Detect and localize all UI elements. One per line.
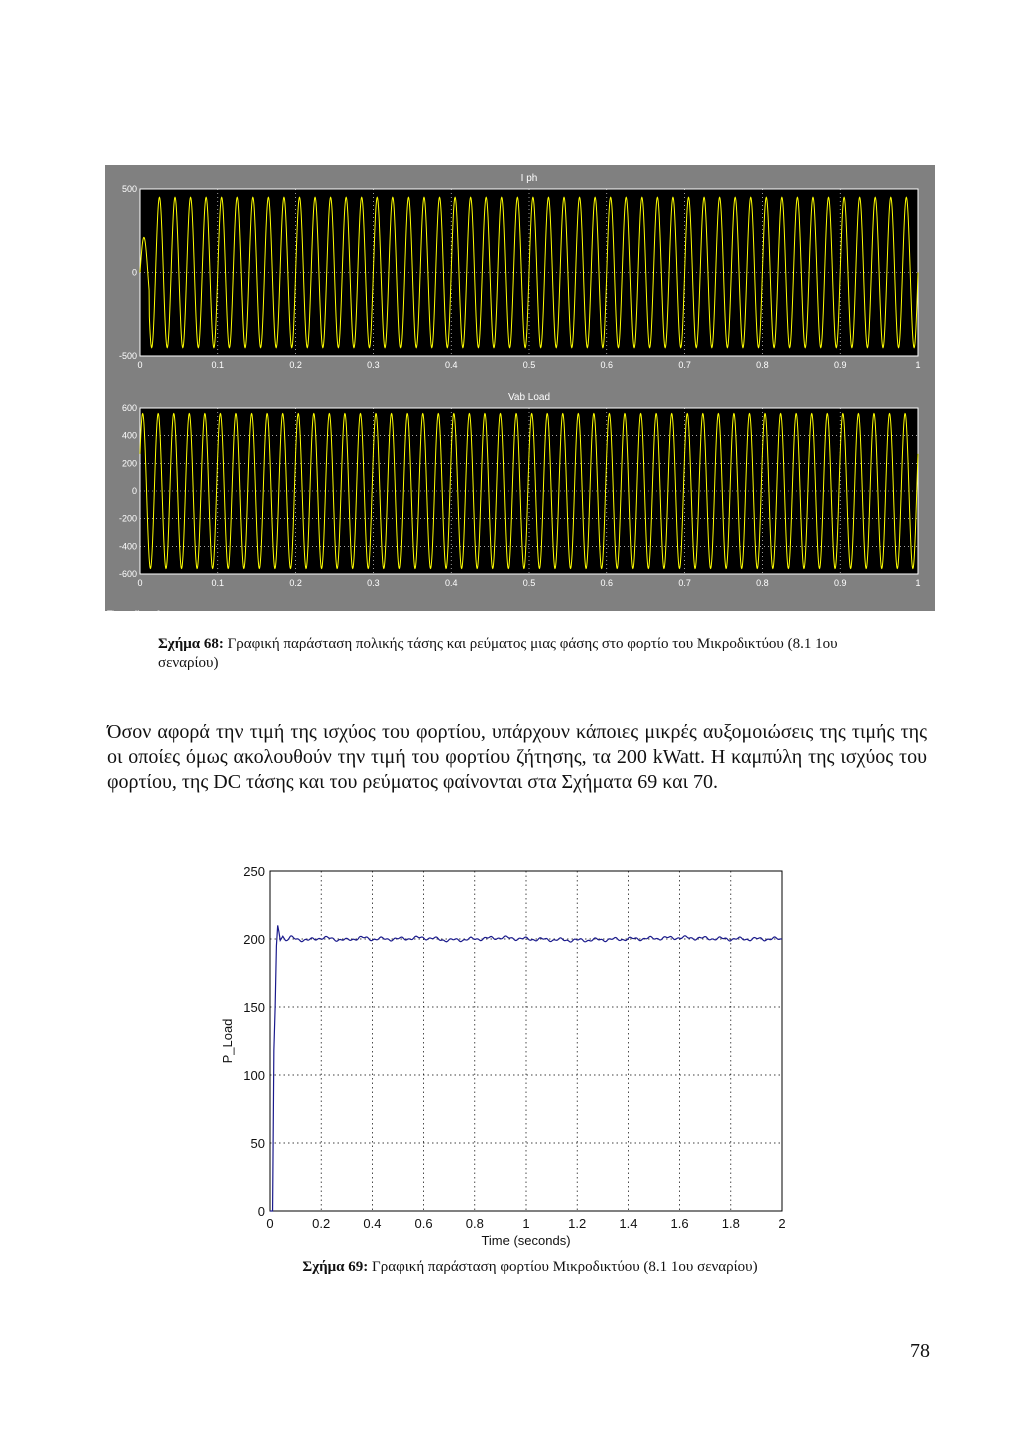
figure-68-label: Σχήμα 68: <box>158 636 224 652</box>
y-tick-label: 400 <box>121 430 137 441</box>
p-load-chart <box>220 858 800 1253</box>
x-tick-label: 0 <box>137 578 143 588</box>
figure-69-plot <box>220 858 800 1253</box>
figure-69-label: Σχήμα 69: <box>302 1259 369 1275</box>
x-tick-label: 2 <box>778 1216 786 1231</box>
body-paragraph: Όσον αφορά την τιμή της ισχύος του φορτίου, υπάρχουν κάποιες μικρές αυξομοιώσεις της τιμής της οι οποίες όμως ακολουθούν την τιμή του φορτίου ζήτησης, τα 200 kWatt. Η καμπύλη της ισχύος του φορτίου, της DC τάσης και του ρεύματος φαίνονται στα Σχήματα 69 και 70. <box>107 721 927 793</box>
y-axis-label: P_Load <box>220 1018 235 1064</box>
x-tick-label: 0.9 <box>833 578 847 588</box>
x-tick-label: 0.4 <box>363 1216 382 1231</box>
x-tick-label: 0.8 <box>756 360 769 370</box>
y-tick-label: 0 <box>131 486 137 496</box>
figure-69-caption <box>200 1258 860 1277</box>
x-tick-label: 0.4 <box>444 360 458 370</box>
y-tick-label: 50 <box>250 1136 265 1151</box>
x-tick-label: 1 <box>522 1216 530 1231</box>
x-tick-label: 0.4 <box>444 578 458 588</box>
x-axis-label: Time (seconds) <box>481 1233 571 1248</box>
figure-69-caption-text: Γραφική παράσταση φορτίου Μικροδικτύου (8.1 1ου σεναρίου) <box>368 1259 758 1275</box>
y-tick-label: 0 <box>257 1204 265 1219</box>
x-tick-label: 1.4 <box>619 1216 638 1231</box>
x-tick-label: 0.5 <box>522 578 536 588</box>
x-tick-label: 0.8 <box>465 1216 484 1231</box>
x-tick-label: 0.6 <box>414 1216 433 1231</box>
scope-panel-2 <box>119 392 921 588</box>
x-tick-label: 0.3 <box>367 578 380 588</box>
x-tick-label: 0.1 <box>211 360 225 370</box>
y-tick-label: 200 <box>121 458 137 469</box>
x-tick-label: 1.8 <box>721 1216 740 1231</box>
x-tick-label: 0 <box>137 360 143 370</box>
plot-title: Vab Load <box>507 392 551 403</box>
status-text: Time offset: 0 <box>107 609 162 619</box>
y-tick-label: -200 <box>118 513 137 524</box>
y-tick-label: 100 <box>243 1068 265 1083</box>
plot-title: I ph <box>520 173 538 184</box>
y-tick-label: 200 <box>243 932 265 947</box>
y-tick-label: 600 <box>121 403 137 413</box>
y-tick-label: -500 <box>118 351 137 361</box>
x-tick-label: 0.2 <box>289 360 302 370</box>
x-tick-label: 0.7 <box>678 360 691 370</box>
x-tick-label: 0.1 <box>211 578 225 588</box>
x-tick-label: 0.8 <box>756 578 769 588</box>
x-tick-label: 1.6 <box>670 1216 689 1231</box>
scope-panel-1 <box>119 173 921 370</box>
x-tick-label: 0.5 <box>522 360 536 370</box>
y-tick-label: 0 <box>131 267 137 278</box>
x-tick-label: 0.2 <box>289 578 302 588</box>
y-tick-label: 250 <box>243 864 265 879</box>
y-tick-label: -400 <box>118 541 137 552</box>
x-tick-label: 0.3 <box>367 360 380 370</box>
figure-68-caption <box>158 635 878 673</box>
x-tick-label: 1 <box>915 578 921 588</box>
y-tick-label: 150 <box>243 1000 265 1015</box>
figure-68-scope <box>105 165 935 619</box>
x-tick-label: 0.2 <box>312 1216 331 1231</box>
x-tick-label: 0.7 <box>678 578 691 588</box>
page-number: 78 <box>910 1340 930 1362</box>
x-tick-label: 0.6 <box>600 360 614 370</box>
x-tick-label: 0.6 <box>600 578 614 588</box>
y-tick-label: -600 <box>118 569 137 579</box>
figure-68-caption-text: Γραφική παράσταση πολικής τάσης και ρεύματος μιας φάσης στο φορτίο του Μικροδικτύου (8.1 1ου σεναρίου) <box>158 636 838 671</box>
x-tick-label: 0 <box>266 1216 274 1231</box>
y-tick-label: 500 <box>121 184 137 194</box>
scope-plots <box>105 165 935 619</box>
x-tick-label: 1 <box>915 360 921 370</box>
x-tick-label: 1.2 <box>568 1216 587 1231</box>
x-tick-label: 0.9 <box>833 360 847 370</box>
